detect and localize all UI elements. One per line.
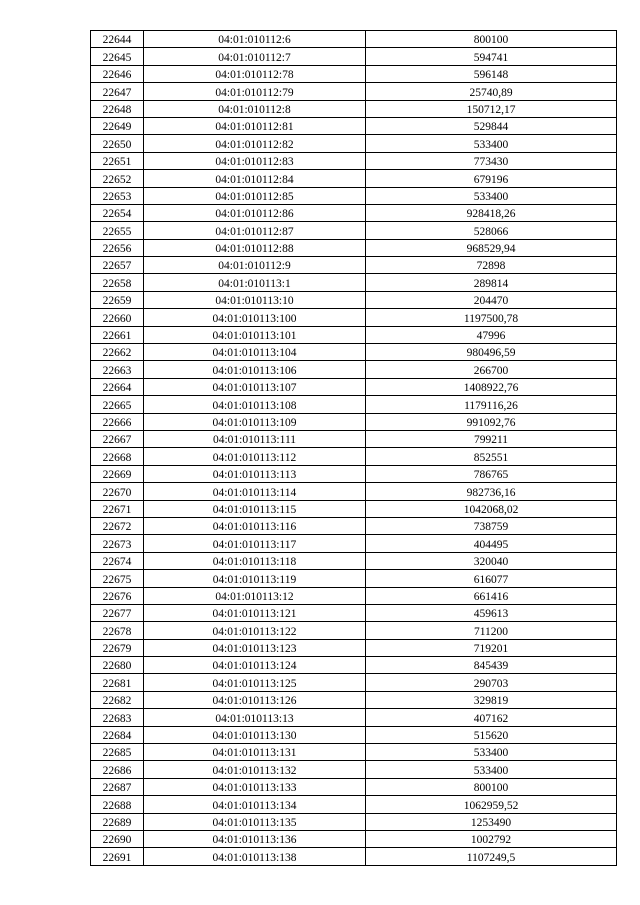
table-row [91, 152, 617, 169]
cadastral-number-cell: 04:01:010112:6 [144, 31, 366, 48]
row-number-cell: 22682 [91, 691, 144, 708]
cadastral-number-cell: 04:01:010113:136 [144, 830, 366, 847]
row-number-cell: 22671 [91, 500, 144, 517]
table-row [91, 135, 617, 152]
value-cell: 1002792 [366, 830, 617, 847]
row-number-cell: 22655 [91, 222, 144, 239]
table-row [91, 222, 617, 239]
row-number-cell: 22657 [91, 257, 144, 274]
value-cell: 596148 [366, 65, 617, 82]
cadastral-number-cell: 04:01:010113:13 [144, 709, 366, 726]
value-cell: 800100 [366, 778, 617, 795]
table-row [91, 117, 617, 134]
row-number-cell: 22648 [91, 100, 144, 117]
row-number-cell: 22689 [91, 813, 144, 830]
row-number-cell: 22652 [91, 170, 144, 187]
table-row [91, 848, 617, 865]
value-cell: 1408922,76 [366, 378, 617, 395]
value-cell: 515620 [366, 726, 617, 743]
table-row [91, 830, 617, 847]
value-cell: 266700 [366, 361, 617, 378]
row-number-cell: 22683 [91, 709, 144, 726]
value-cell: 204470 [366, 291, 617, 308]
value-cell: 661416 [366, 587, 617, 604]
cadastral-number-cell: 04:01:010113:100 [144, 309, 366, 326]
table-row [91, 517, 617, 534]
row-number-cell: 22686 [91, 761, 144, 778]
table-row [91, 465, 617, 482]
value-cell: 845439 [366, 657, 617, 674]
value-cell: 1107249,5 [366, 848, 617, 865]
cadastral-table [90, 30, 617, 866]
row-number-cell: 22676 [91, 587, 144, 604]
value-cell: 150712,17 [366, 100, 617, 117]
value-cell: 1062959,52 [366, 796, 617, 813]
row-number-cell: 22658 [91, 274, 144, 291]
table-row [91, 796, 617, 813]
cadastral-number-cell: 04:01:010112:8 [144, 100, 366, 117]
row-number-cell: 22650 [91, 135, 144, 152]
value-cell: 407162 [366, 709, 617, 726]
table-row [91, 257, 617, 274]
row-number-cell: 22675 [91, 570, 144, 587]
table-row [91, 170, 617, 187]
value-cell: 290703 [366, 674, 617, 691]
table-row [91, 448, 617, 465]
value-cell: 799211 [366, 430, 617, 447]
value-cell: 1197500,78 [366, 309, 617, 326]
row-number-cell: 22651 [91, 152, 144, 169]
table-row [91, 813, 617, 830]
table-row [91, 378, 617, 395]
row-number-cell: 22674 [91, 552, 144, 569]
value-cell: 1042068,02 [366, 500, 617, 517]
table-row [91, 570, 617, 587]
value-cell: 852551 [366, 448, 617, 465]
value-cell: 459613 [366, 604, 617, 621]
cadastral-number-cell: 04:01:010113:130 [144, 726, 366, 743]
cadastral-number-cell: 04:01:010112:84 [144, 170, 366, 187]
value-cell: 711200 [366, 622, 617, 639]
cadastral-number-cell: 04:01:010113:12 [144, 587, 366, 604]
cadastral-number-cell: 04:01:010113:109 [144, 413, 366, 430]
cadastral-number-cell: 04:01:010113:107 [144, 378, 366, 395]
cadastral-number-cell: 04:01:010113:10 [144, 291, 366, 308]
row-number-cell: 22660 [91, 309, 144, 326]
row-number-cell: 22685 [91, 744, 144, 761]
cadastral-number-cell: 04:01:010113:1 [144, 274, 366, 291]
row-number-cell: 22665 [91, 396, 144, 413]
value-cell: 982736,16 [366, 483, 617, 500]
cadastral-number-cell: 04:01:010112:87 [144, 222, 366, 239]
cadastral-number-cell: 04:01:010113:116 [144, 517, 366, 534]
table-row [91, 239, 617, 256]
row-number-cell: 22672 [91, 517, 144, 534]
table-row [91, 500, 617, 517]
table-row [91, 344, 617, 361]
row-number-cell: 22661 [91, 326, 144, 343]
value-cell: 800100 [366, 31, 617, 48]
value-cell: 533400 [366, 187, 617, 204]
cadastral-number-cell: 04:01:010112:78 [144, 65, 366, 82]
value-cell: 786765 [366, 465, 617, 482]
row-number-cell: 22646 [91, 65, 144, 82]
table-row [91, 604, 617, 621]
cadastral-number-cell: 04:01:010112:86 [144, 204, 366, 221]
row-number-cell: 22684 [91, 726, 144, 743]
row-number-cell: 22663 [91, 361, 144, 378]
cadastral-number-cell: 04:01:010113:135 [144, 813, 366, 830]
cadastral-number-cell: 04:01:010113:114 [144, 483, 366, 500]
cadastral-number-cell: 04:01:010112:82 [144, 135, 366, 152]
row-number-cell: 22670 [91, 483, 144, 500]
cadastral-number-cell: 04:01:010113:131 [144, 744, 366, 761]
row-number-cell: 22679 [91, 639, 144, 656]
table-row [91, 396, 617, 413]
table-row [91, 65, 617, 82]
table-row [91, 639, 617, 656]
table-row [91, 744, 617, 761]
cadastral-number-cell: 04:01:010113:124 [144, 657, 366, 674]
row-number-cell: 22659 [91, 291, 144, 308]
row-number-cell: 22678 [91, 622, 144, 639]
table-row [91, 309, 617, 326]
table-body [91, 31, 617, 866]
value-cell: 773430 [366, 152, 617, 169]
value-cell: 1179116,26 [366, 396, 617, 413]
cadastral-number-cell: 04:01:010113:108 [144, 396, 366, 413]
row-number-cell: 22688 [91, 796, 144, 813]
row-number-cell: 22653 [91, 187, 144, 204]
row-number-cell: 22673 [91, 535, 144, 552]
value-cell: 529844 [366, 117, 617, 134]
table-row [91, 100, 617, 117]
value-cell: 320040 [366, 552, 617, 569]
row-number-cell: 22644 [91, 31, 144, 48]
value-cell: 329819 [366, 691, 617, 708]
cadastral-number-cell: 04:01:010113:125 [144, 674, 366, 691]
value-cell: 289814 [366, 274, 617, 291]
table-row [91, 31, 617, 48]
table-row [91, 483, 617, 500]
table-row [91, 709, 617, 726]
table-row [91, 778, 617, 795]
value-cell: 47996 [366, 326, 617, 343]
row-number-cell: 22667 [91, 430, 144, 447]
row-number-cell: 22654 [91, 204, 144, 221]
cadastral-number-cell: 04:01:010112:88 [144, 239, 366, 256]
row-number-cell: 22649 [91, 117, 144, 134]
cadastral-number-cell: 04:01:010112:81 [144, 117, 366, 134]
value-cell: 533400 [366, 135, 617, 152]
table-row [91, 274, 617, 291]
value-cell: 738759 [366, 517, 617, 534]
cadastral-number-cell: 04:01:010113:112 [144, 448, 366, 465]
table-row [91, 430, 617, 447]
row-number-cell: 22662 [91, 344, 144, 361]
cadastral-number-cell: 04:01:010113:101 [144, 326, 366, 343]
value-cell: 533400 [366, 744, 617, 761]
row-number-cell: 22666 [91, 413, 144, 430]
cadastral-number-cell: 04:01:010112:9 [144, 257, 366, 274]
row-number-cell: 22669 [91, 465, 144, 482]
value-cell: 404495 [366, 535, 617, 552]
cadastral-number-cell: 04:01:010112:83 [144, 152, 366, 169]
cadastral-number-cell: 04:01:010113:123 [144, 639, 366, 656]
value-cell: 25740,89 [366, 83, 617, 100]
cadastral-number-cell: 04:01:010113:132 [144, 761, 366, 778]
value-cell: 594741 [366, 48, 617, 65]
value-cell: 72898 [366, 257, 617, 274]
cadastral-number-cell: 04:01:010113:121 [144, 604, 366, 621]
row-number-cell: 22687 [91, 778, 144, 795]
table-row [91, 761, 617, 778]
table-row [91, 361, 617, 378]
table-row [91, 674, 617, 691]
table-row [91, 587, 617, 604]
value-cell: 968529,94 [366, 239, 617, 256]
cadastral-number-cell: 04:01:010113:106 [144, 361, 366, 378]
value-cell: 991092,76 [366, 413, 617, 430]
table-row [91, 204, 617, 221]
cadastral-number-cell: 04:01:010113:115 [144, 500, 366, 517]
value-cell: 679196 [366, 170, 617, 187]
row-number-cell: 22647 [91, 83, 144, 100]
cadastral-number-cell: 04:01:010112:7 [144, 48, 366, 65]
cadastral-number-cell: 04:01:010113:122 [144, 622, 366, 639]
value-cell: 928418,26 [366, 204, 617, 221]
table-row [91, 691, 617, 708]
cadastral-number-cell: 04:01:010113:126 [144, 691, 366, 708]
cadastral-number-cell: 04:01:010113:113 [144, 465, 366, 482]
row-number-cell: 22645 [91, 48, 144, 65]
table-row [91, 291, 617, 308]
row-number-cell: 22668 [91, 448, 144, 465]
cadastral-number-cell: 04:01:010113:119 [144, 570, 366, 587]
row-number-cell: 22690 [91, 830, 144, 847]
table-row [91, 83, 617, 100]
cadastral-number-cell: 04:01:010113:133 [144, 778, 366, 795]
row-number-cell: 22691 [91, 848, 144, 865]
cadastral-number-cell: 04:01:010113:138 [144, 848, 366, 865]
cadastral-number-cell: 04:01:010113:117 [144, 535, 366, 552]
row-number-cell: 22664 [91, 378, 144, 395]
cadastral-number-cell: 04:01:010113:118 [144, 552, 366, 569]
value-cell: 1253490 [366, 813, 617, 830]
table-row [91, 726, 617, 743]
row-number-cell: 22680 [91, 657, 144, 674]
value-cell: 719201 [366, 639, 617, 656]
value-cell: 533400 [366, 761, 617, 778]
value-cell: 616077 [366, 570, 617, 587]
cadastral-number-cell: 04:01:010113:134 [144, 796, 366, 813]
cadastral-number-cell: 04:01:010113:111 [144, 430, 366, 447]
value-cell: 980496,59 [366, 344, 617, 361]
row-number-cell: 22677 [91, 604, 144, 621]
value-cell: 528066 [366, 222, 617, 239]
cadastral-number-cell: 04:01:010112:79 [144, 83, 366, 100]
table-row [91, 48, 617, 65]
table-row [91, 413, 617, 430]
table-row [91, 622, 617, 639]
row-number-cell: 22681 [91, 674, 144, 691]
cadastral-number-cell: 04:01:010113:104 [144, 344, 366, 361]
table-row [91, 657, 617, 674]
row-number-cell: 22656 [91, 239, 144, 256]
table-row [91, 187, 617, 204]
table-row [91, 326, 617, 343]
table-row [91, 535, 617, 552]
cadastral-number-cell: 04:01:010112:85 [144, 187, 366, 204]
table-row [91, 552, 617, 569]
